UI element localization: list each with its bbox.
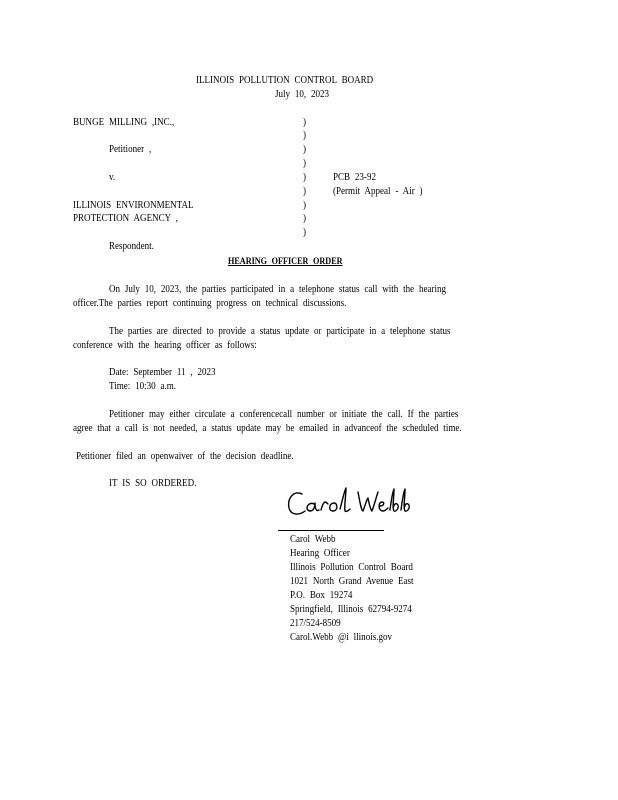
signature-line xyxy=(278,530,384,531)
caption-paren: ) xyxy=(303,158,307,169)
paragraph-1-line-2: officer.The parties report continuing progress on technical discussions. xyxy=(73,298,347,309)
caption-paren: ) xyxy=(303,227,307,238)
caption-paren: ) xyxy=(303,213,307,224)
caption-paren: ) xyxy=(303,172,307,183)
versus: v. xyxy=(109,172,116,183)
signer-name: Carol Webb xyxy=(290,534,336,545)
case-type: (Permit Appeal - Air ) xyxy=(333,186,423,197)
hearing-date: Date: September 11 , 2023 xyxy=(109,367,216,378)
agency-heading: ILLINOIS POLLUTION CONTROL BOARD xyxy=(196,75,374,86)
respondent-role: Respondent. xyxy=(109,241,154,252)
caption-paren: ) xyxy=(303,117,307,128)
caption-paren: ) xyxy=(303,144,307,155)
hearing-time: Time: 10:30 a.m. xyxy=(109,381,177,392)
caption-paren: ) xyxy=(303,200,307,211)
paragraph-1-line-1: On July 10, 2023, the parties participated in a telephone status call with the hearing xyxy=(109,284,447,295)
signer-phone: 217/524-8509 xyxy=(290,618,341,629)
paragraph-2-line-2: conference with the hearing officer as follows: xyxy=(73,340,257,351)
case-number: PCB 23-92 xyxy=(333,172,376,183)
paragraph-3-line-2: agree that a call is not needed, a status update may be emailed in advanceof the scheduled time. xyxy=(73,423,462,434)
caption-paren: ) xyxy=(303,130,307,141)
paragraph-3-line-1: Petitioner may either circulate a conferencecall number or initiate the call. If the parties xyxy=(109,409,459,420)
order-title: HEARING OFFICER ORDER xyxy=(228,257,343,267)
signer-address-line-2: P.O. Box 19274 xyxy=(290,590,353,601)
paragraph-4: Petitioner filed an openwaiver of the decision deadline. xyxy=(76,451,294,462)
caption-paren: ) xyxy=(303,186,307,197)
petitioner-name: BUNGE MILLING ,INC., xyxy=(73,117,175,128)
signer-title: Hearing Officer xyxy=(290,548,350,559)
signer-address-line-3: Springfield, Illinois 62794-9274 xyxy=(290,604,412,615)
signer-organization: Illinois Pollution Control Board xyxy=(290,562,413,573)
document-date: July 10, 2023 xyxy=(275,89,330,100)
closing-statement: IT IS SO ORDERED. xyxy=(109,478,197,489)
signer-email: Carol.Webb @i llinois.gov xyxy=(290,632,393,643)
signer-address-line-1: 1021 North Grand Avenue East xyxy=(290,576,414,587)
petitioner-role: Petitioner , xyxy=(109,144,152,155)
respondent-name-line2: PROTECTION AGENCY , xyxy=(73,213,178,224)
paragraph-2-line-1: The parties are directed to provide a status update or participate in a telephone status xyxy=(109,326,451,337)
respondent-name-line1: ILLINOIS ENVIRONMENTAL xyxy=(73,200,194,211)
handwritten-signature xyxy=(284,484,414,524)
